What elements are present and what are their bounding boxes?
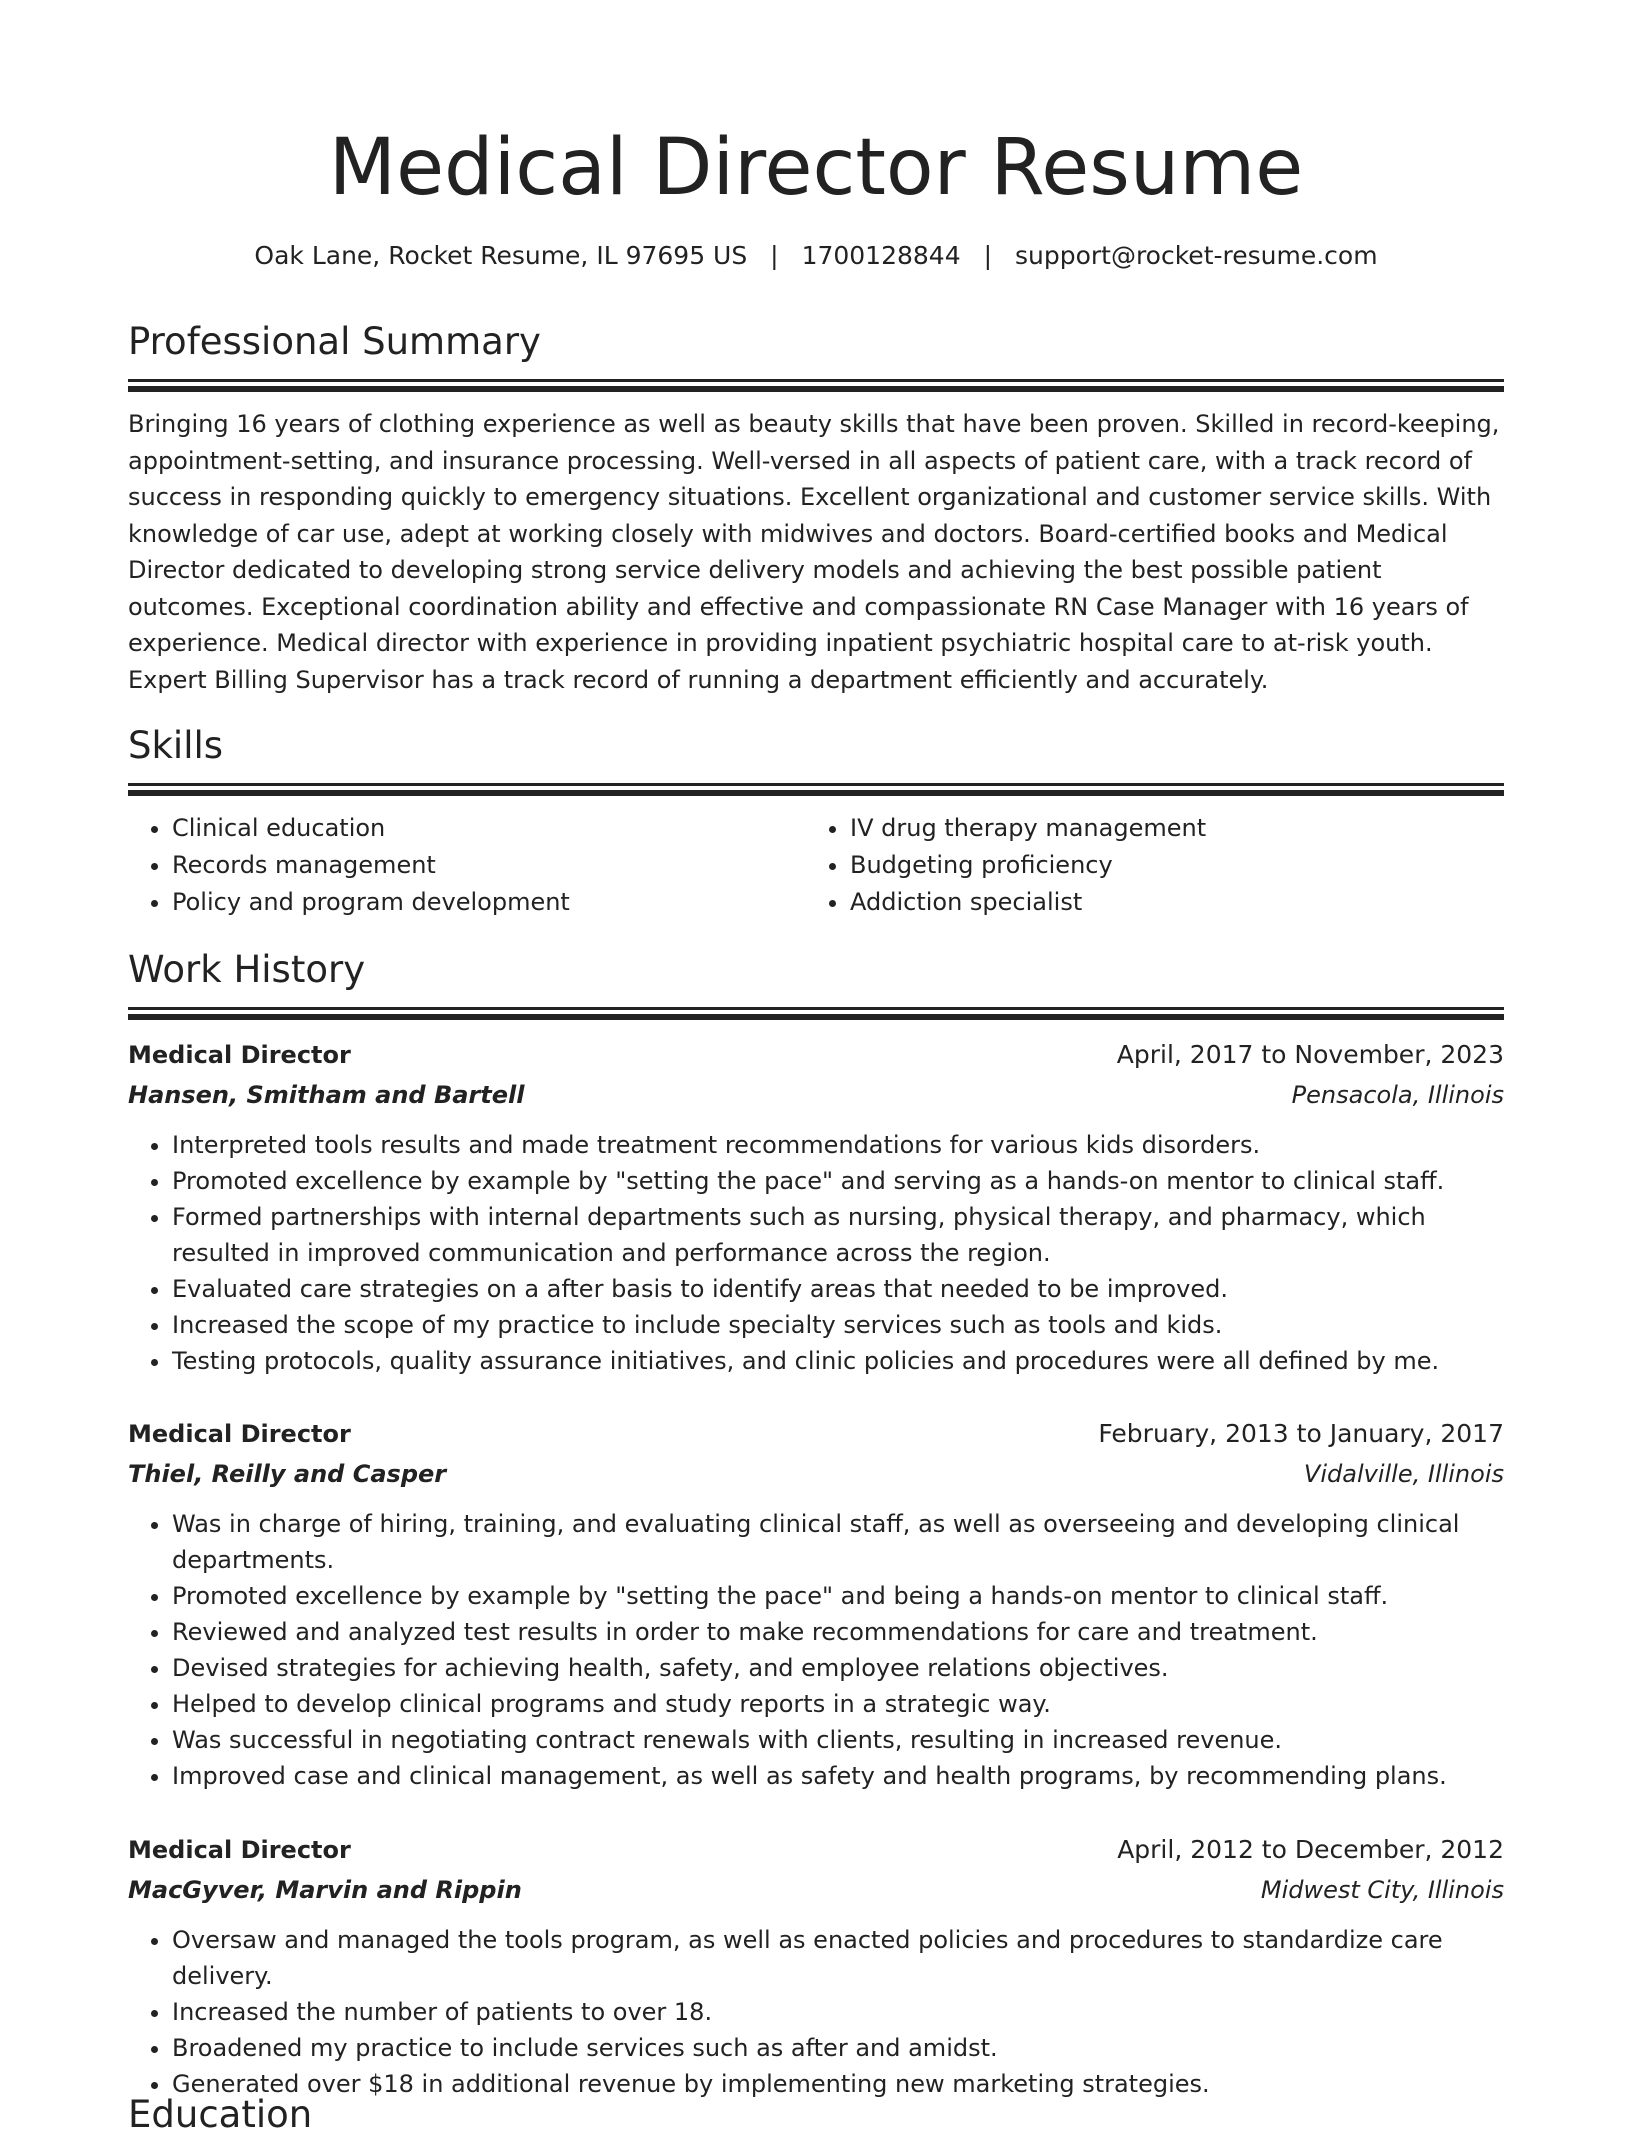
skill-item: • Records management [172,847,806,884]
job-bullet: • Broadened my practice to include services such as after and amidst. [172,2030,1504,2066]
skill-item: • Clinical education [172,810,806,847]
job-bullets [128,1127,1504,1379]
section-divider [128,386,1504,392]
work-section [128,945,1504,1020]
job-entry [128,1830,1504,2102]
job-bullet: • Was in charge of hiring, training, and evaluating clinical staff, as well as overseeing and developing clinical departments. [172,1506,1504,1578]
job-bullet: • Improved case and clinical management, as well as safety and health programs, by recommending plans. [172,1758,1504,1794]
skills-heading: Skills [128,724,224,767]
job-bullet: • Interpreted tools results and made treatment recommendations for various kids disorders. [172,1127,1504,1163]
job-header [128,1035,1504,1075]
job-bullet: • Promoted excellence by example by "setting the pace" and being a hands-on mentor to clinical staff. [172,1578,1504,1614]
section-divider [128,1014,1504,1020]
job-bullet: • Generated over $18 in additional revenue by implementing new marketing strategies. [172,2066,1504,2102]
section-divider [128,1007,1504,1010]
skill-item: • IV drug therapy management [850,810,1484,847]
job-bullet: • Increased the number of patients to over 18. [172,1994,1504,2030]
skill-item: • Budgeting proficiency [850,847,1484,884]
skills-section [128,721,1504,921]
job-company: MacGyver, Marvin and Rippin [128,1876,522,1904]
job-bullet: • Helped to develop clinical programs and study reports in a strategic way. [172,1686,1504,1722]
contact-line [128,236,1504,276]
skills-list [128,810,1504,921]
job-company: Thiel, Reilly and Casper [128,1460,447,1488]
contact-separator: | [770,241,779,270]
summary-section [128,317,1504,698]
job-bullet: • Testing protocols, quality assurance initiatives, and clinic policies and procedures were all defined by me. [172,1343,1504,1379]
job-bullets [128,1922,1504,2102]
job-bullet: • Formed partnerships with internal departments such as nursing, physical therapy, and pharmacy, which resulted in improved communication and performance across the region. [172,1199,1504,1271]
job-entry [128,1035,1504,1379]
summary-text: Bringing 16 years of clothing experience as well as beauty skills that have been proven. Skilled in record-keeping, appointment-setting, and insurance processing. Well-versed in all aspects of patient care, with a track record of success in responding quickly to emergency situations. Excellent organizational and customer service skills. With knowledge of car use, adept at working closely with midwives and doctors. Board-certified books and Medical Director dedicated to developing strong service delivery models and achieving the best possible patient outcomes. Exceptional coordination ability and effective and compassionate RN Case Manager with 16 years of experience. Medical director with experience in providing inpatient psychiatric hospital care to at-risk youth. Expert Billing Supervisor has a track record of running a department efficiently and accurately. [128,410,1500,694]
section-divider [128,790,1504,796]
contact-address: Oak Lane, Rocket Resume, IL 97695 US [254,241,748,270]
skill-item: • Addiction specialist [850,884,1484,921]
skills-column-left [128,810,806,921]
job-location: Pensacola, Illinois [1291,1081,1504,1109]
skill-item: • Policy and program development [172,884,806,921]
job-bullet: • Promoted excellence by example by "setting the pace" and serving as a hands-on mentor to clinical staff. [172,1163,1504,1199]
job-bullet: • Devised strategies for achieving health, safety, and employee relations objectives. [172,1650,1504,1686]
job-subheader [128,1870,1504,1910]
job-dates: April, 2012 to December, 2012 [1117,1835,1504,1864]
job-location: Midwest City, Illinois [1260,1876,1504,1904]
job-subheader [128,1075,1504,1115]
job-bullet: • Oversaw and managed the tools program, as well as enacted policies and procedures to standardize care delivery. [172,1922,1504,1994]
work-heading: Work History [128,948,366,991]
contact-email: support@rocket-resume.com [1014,241,1378,270]
job-header [128,1830,1504,1870]
education-heading: Education [128,2093,313,2136]
section-divider [128,783,1504,786]
job-dates: April, 2017 to November, 2023 [1116,1040,1504,1069]
skills-column-right [806,810,1484,921]
job-bullet: • Increased the scope of my practice to include specialty services such as tools and kids. [172,1307,1504,1343]
section-divider [128,379,1504,382]
summary-heading: Professional Summary [128,320,541,363]
job-entry [128,1414,1504,1794]
job-bullet: • Evaluated care strategies on a after basis to identify areas that needed to be improved. [172,1271,1504,1307]
job-location: Vidalville, Illinois [1303,1460,1504,1488]
job-title: Medical Director [128,1041,351,1069]
job-company: Hansen, Smitham and Bartell [128,1081,525,1109]
contact-phone: 1700128844 [801,241,961,270]
job-subheader [128,1454,1504,1494]
job-title: Medical Director [128,1836,351,1864]
job-bullet: • Reviewed and analyzed test results in order to make recommendations for care and treatment. [172,1614,1504,1650]
job-bullets [128,1506,1504,1794]
job-bullet: • Was successful in negotiating contract renewals with clients, resulting in increased revenue. [172,1722,1504,1758]
job-dates: February, 2013 to January, 2017 [1098,1419,1504,1448]
contact-separator: | [983,241,993,270]
job-title: Medical Director [128,1420,351,1448]
page-title: Medical Director Resume [328,123,1304,213]
job-header [128,1414,1504,1454]
